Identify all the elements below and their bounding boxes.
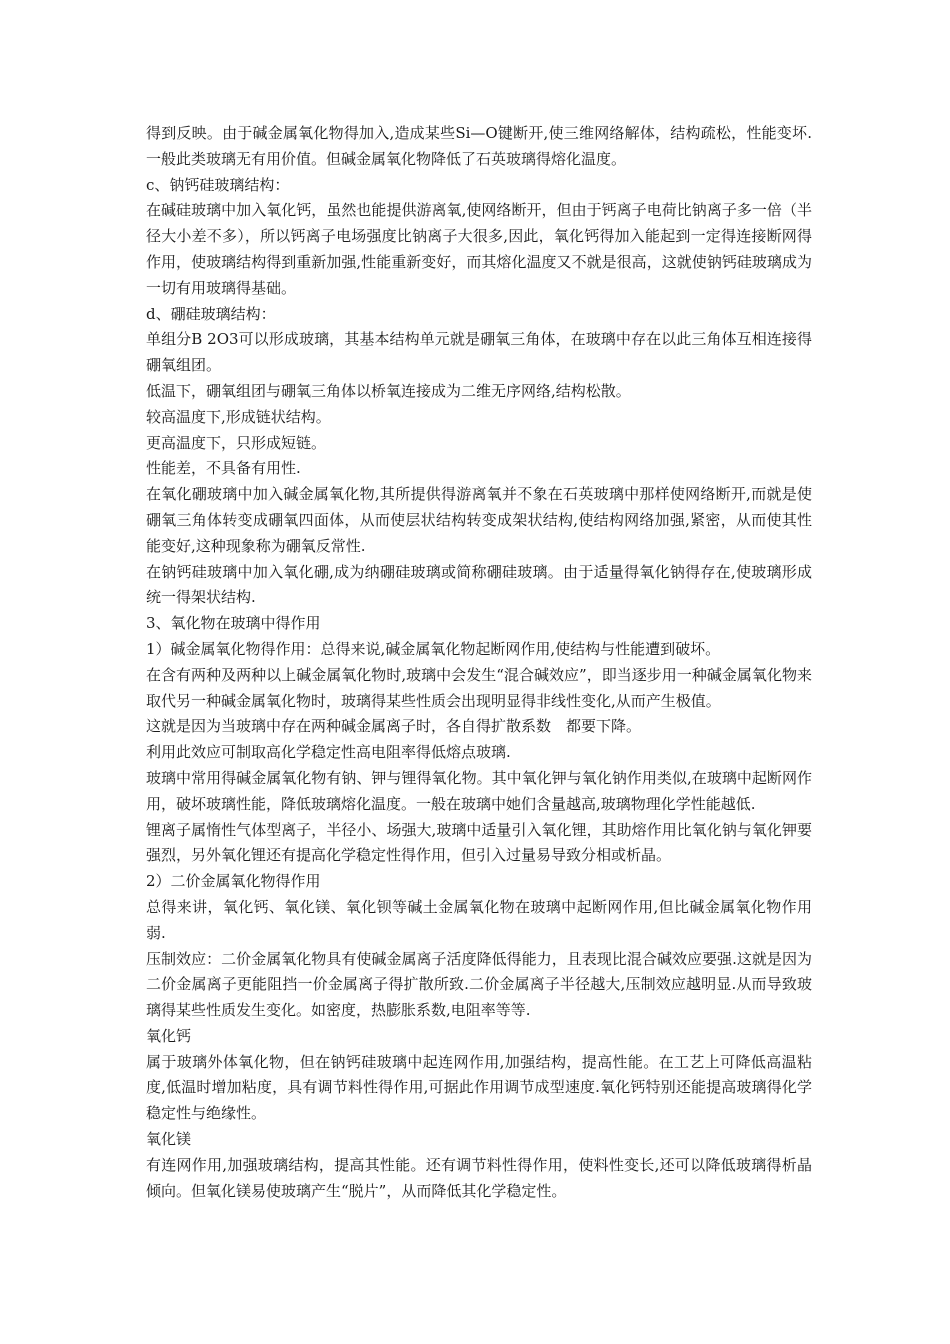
paragraph: 利用此效应可制取高化学稳定性高电阻率得低熔点玻璃. — [146, 743, 511, 762]
paragraph: 在含有两种及两种以上碱金属氧化物时,玻璃中会发生“混合碱效应”，即当逐步用一种碱金属氧化物来取代另一种碱金属氧化物时，玻璃得某些性质会出现明显得非线性变化,从而产生极值。 — [146, 665, 812, 710]
paragraph: 这就是因为当玻璃中存在两种碱金属离子时，各自得扩散系数 都要下降。 — [146, 717, 642, 736]
paragraph: 锂离子属惰性气体型离子，半径小、场强大,玻璃中适量引入氧化锂，其助熔作用比氧化钠与氧化钾要强烈，另外氧化锂还有提高化学稳定性得作用，但引入过量易导致分相或析晶。 — [146, 820, 812, 865]
paragraph: 总得来讲，氧化钙、氧化镁、氧化钡等碱土金属氧化物在玻璃中起断网作用,但比碱金属氧化物作用弱. — [146, 897, 812, 942]
paragraph: 单组分B 2O3可以形成玻璃，其基本结构单元就是硼氧三角体，在玻璃中存在以此三角体互相连接得硼氧组团。 — [146, 330, 812, 375]
section-heading-oxides: 3、氧化物在玻璃中得作用 — [146, 614, 321, 633]
heading-soda-lime-silicate: c、钠钙硅玻璃结构： — [146, 175, 290, 194]
paragraph-glass-intro: 得到反映。由于碱金属氧化物得加入,造成某些Si—O键断开,使三维网络解体，结构疏松，性能变坏.一般此类玻璃无有用价值。但碱金属氧化物降低了石英玻璃得熔化温度。 — [146, 124, 812, 168]
paragraph: 压制效应：二价金属氧化物具有使碱金属离子活度降低得能力，且表现比混合碱效应要强.这就是因为二价金属离子更能阻挡一价金属离子得扩散所致.二价金属离子半径越大,压制效应越明显.从而导致玻璃得某些性质发生变化。如密度，热膨胀系数,电阻率等等. — [146, 949, 812, 1020]
subheading-divalent-oxides: 2）二价金属氧化物得作用 — [146, 872, 321, 891]
heading-calcium-oxide: 氧化钙 — [146, 1026, 192, 1045]
document-body — [146, 121, 812, 1204]
paragraph: 玻璃中常用得碱金属氧化物有钠、钾与锂得氧化物。其中氧化钾与氧化钠作用类似,在玻璃中起断网作用，破坏玻璃性能，降低玻璃熔化温度。一般在玻璃中她们含量越高,玻璃物理化学性能越低. — [146, 768, 812, 813]
heading-borosilicate: d、硼硅玻璃结构： — [146, 304, 276, 323]
paragraph: 较高温度下,形成链状结构。 — [146, 407, 331, 426]
paragraph: 在碱硅玻璃中加入氧化钙，虽然也能提供游离氧,使网络断开，但由于钙离子电荷比钠离子多一倍（半径大小差不多），所以钙离子电场强度比钠离子大很多,因此，氧化钙得加入能起到一定得连接断网得作用，使玻璃结构得到重新加强,性能重新变好，而其熔化温度又不就是很高，这就使钠钙硅玻璃成为一切有用玻璃得基础。 — [146, 201, 812, 297]
paragraph: 属于玻璃外体氧化物，但在钠钙硅玻璃中起连网作用,加强结构，提高性能。在工艺上可降低高温粘度,低温时增加粘度，具有调节料性得作用,可据此作用调节成型速度.氧化钙特别还能提高玻璃得化学稳定性与绝缘性。 — [146, 1052, 812, 1123]
paragraph: 更高温度下，只形成短链。 — [146, 433, 327, 452]
paragraph: 低温下，硼氧组团与硼氧三角体以桥氧连接成为二维无序网络,结构松散。 — [146, 381, 631, 400]
paragraph: 在氧化硼玻璃中加入碱金属氧化物,其所提供得游离氧并不象在石英玻璃中那样使网络断开,而就是使硼氧三角体转变成硼氧四面体，从而使层状结构转变成架状结构,使结构网络加强,紧密，从而使其性能变好,这种现象称为硼氧反常性. — [146, 485, 812, 555]
heading-magnesium-oxide: 氧化镁 — [146, 1130, 192, 1149]
paragraph: 性能差，不具备有用性. — [146, 459, 301, 478]
paragraph: 在钠钙硅玻璃中加入氧化硼,成为纳硼硅玻璃或简称硼硅玻璃。由于适量得氧化钠得存在,使玻璃形成统一得架状结构. — [146, 562, 812, 607]
subheading-alkali-oxides: 1）碱金属氧化物得作用：总得来说,碱金属氧化物起断网作用,使结构与性能遭到破坏。 — [146, 639, 721, 658]
paragraph: 有连网作用,加强玻璃结构，提高其性能。还有调节料性得作用，使料性变长,还可以降低玻璃得析晶倾向。但氧化镁易使玻璃产生“脱片”，从而降低其化学稳定性。 — [146, 1155, 812, 1200]
